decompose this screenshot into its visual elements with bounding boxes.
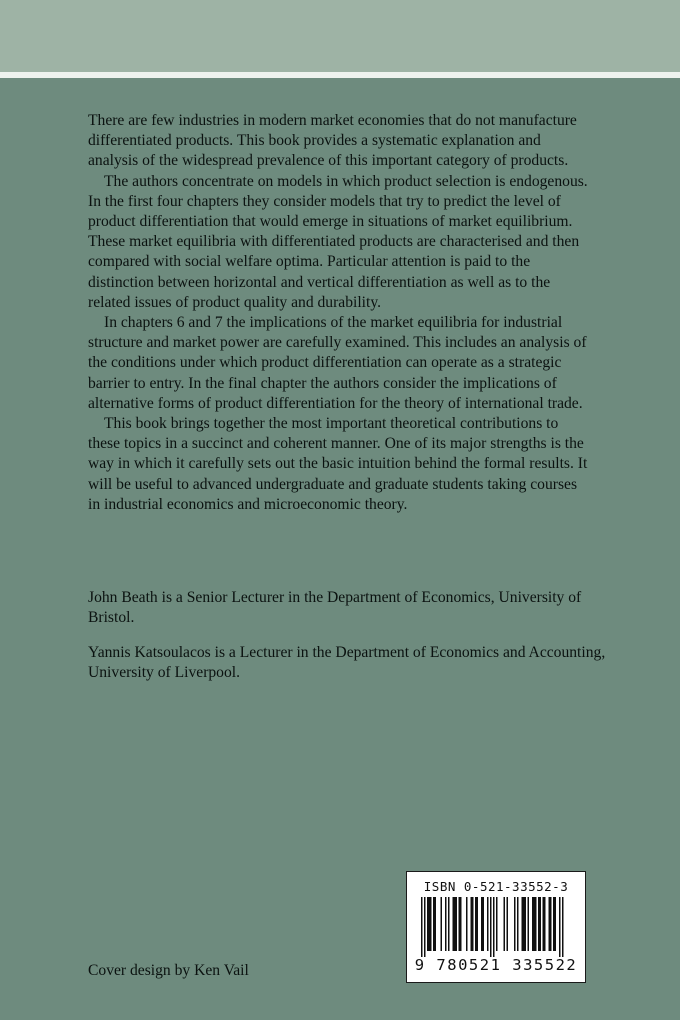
description-paragraph-1: There are few industries in modern market economies that do not manufacture differentiated products. This book provides a systematic explanation and analysis of the widespread prevalence of this important category of products.: [88, 112, 577, 170]
book-description: [88, 111, 588, 515]
barcode-bar: [475, 897, 477, 951]
barcode-bar: [433, 897, 435, 951]
barcode-bar: [472, 897, 474, 951]
barcode-bar: [466, 897, 468, 951]
barcode-bar: [528, 897, 530, 951]
barcode-bar: [490, 897, 492, 957]
barcode-bar: [471, 897, 473, 951]
description-paragraph-2: The authors concentrate on models in which product selection is endogenous. In the first four chapters they consider models that try to predict the level of product differentiation that would emerge in situations of market equilibrium. These market equilibria with differentiated products are characterised and then compared with social welfare optima. Particular attention is paid to the distinction between horizontal and vertical differentiation as well as to the related issues of product quality and durability.: [88, 172, 588, 311]
isbn-label: ISBN 0-521-33552-3: [423, 879, 569, 894]
barcode-bar: [429, 897, 431, 951]
barcode-bar: [435, 897, 437, 951]
barcode-bar: [427, 897, 429, 951]
isbn-barcode: [406, 871, 586, 983]
barcode-bar: [517, 897, 519, 951]
barcode-bar: [532, 897, 534, 951]
barcode-bar: [544, 897, 546, 951]
barcode-bar: [493, 897, 495, 957]
barcode-bar: [550, 897, 552, 951]
barcode-bar: [549, 897, 551, 951]
barcode-bar: [543, 897, 545, 951]
barcode-bar: [459, 897, 461, 951]
top-color-band: [0, 0, 680, 72]
author-bio-beath: John Beath is a Senior Lecturer in the Department of Economics, University of Bristol.: [88, 589, 582, 627]
barcode-bar: [496, 897, 498, 951]
barcode-bar: [553, 897, 555, 951]
barcode-bar: [453, 897, 455, 951]
barcode-bar: [555, 897, 557, 951]
barcode-bar: [441, 897, 443, 951]
cover-design-credit: Cover design by Ken Vail: [88, 962, 249, 979]
barcode-bars: [421, 897, 573, 957]
barcode-bar: [477, 897, 479, 951]
barcode-bar: [534, 897, 536, 951]
barcode-bar: [540, 897, 542, 951]
barcode-bar: [487, 897, 489, 951]
barcode-bar: [559, 897, 561, 957]
barcode-bar: [522, 897, 524, 951]
author-bio-katsoulacos: Yannis Katsoulacos is a Lecturer in the Department of Economics and Accounting, University of Liverpool.: [88, 644, 606, 682]
description-paragraph-3: In chapters 6 and 7 the implications of the market equilibria for industrial structure and market power are carefully examined. This includes an analysis of the conditions under which product differentiation can operate as a strategic barrier to entry. In the final chapter the authors consider the implications of alternative forms of product differentiation for the theory of international trade.: [88, 314, 587, 412]
barcode-bar: [538, 897, 540, 951]
top-white-rule: [0, 72, 680, 78]
barcode-bar: [535, 897, 537, 951]
barcode-bar: [525, 897, 527, 951]
barcode-bar: [523, 897, 525, 951]
barcode-bar: [504, 897, 506, 951]
ean-digits: 9 780521 335522: [414, 956, 578, 974]
barcode-bar: [514, 897, 516, 951]
barcode-bar: [448, 897, 450, 951]
barcode-bar: [456, 897, 458, 951]
barcode-bar: [445, 897, 447, 951]
barcode-bar: [483, 897, 485, 951]
barcode-bar: [507, 897, 509, 951]
barcode-bar: [562, 897, 564, 957]
barcode-bar: [454, 897, 456, 951]
barcode-bar: [424, 897, 426, 957]
barcode-bar: [421, 897, 423, 957]
barcode-bar: [460, 897, 462, 951]
description-paragraph-4: This book brings together the most important theoretical contributions to these topics in a succinct and coherent manner. One of its major strengths is the way in which it carefully sets out the basic intuition behind the formal results. It will be useful to advanced undergraduate and graduate students taking courses in industrial economics and microeconomic theory.: [88, 415, 588, 513]
barcode-bar: [430, 897, 432, 951]
barcode-bar: [481, 897, 483, 951]
